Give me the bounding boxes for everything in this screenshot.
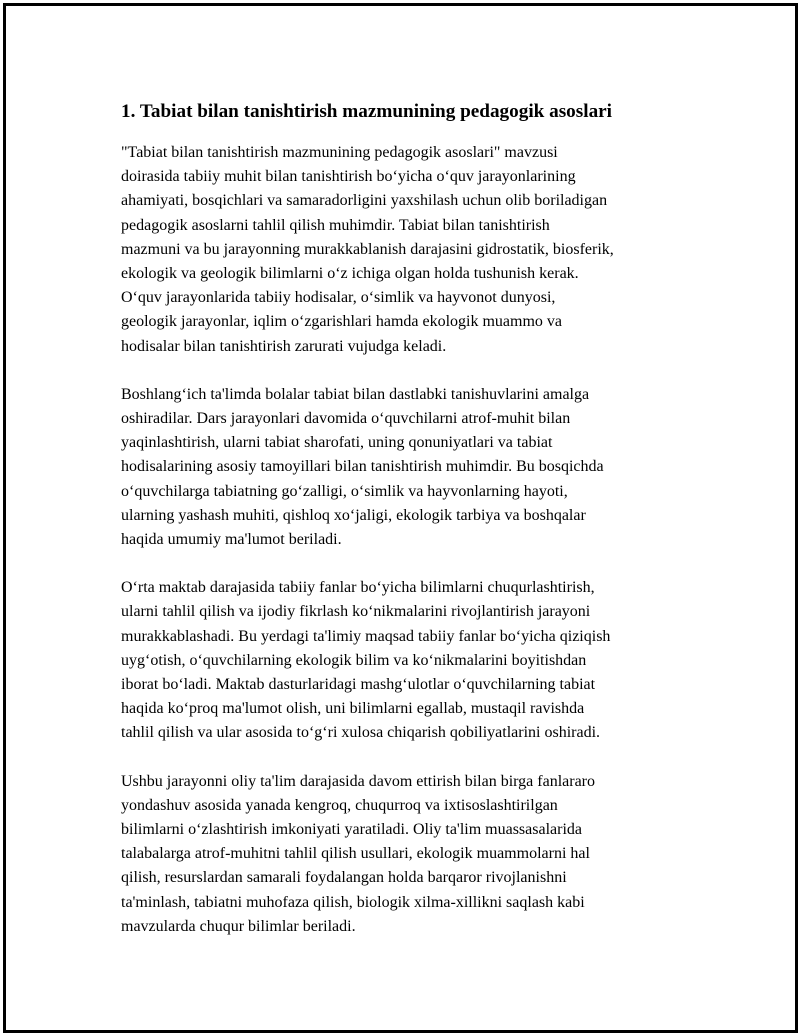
- section-heading: 1. Tabiat bilan tanishtirish mazmunining pedagogik asoslari: [121, 101, 613, 122]
- paragraph-line: yondashuv asosida yanada kengroq, chuqurroq va ixtisoslashtirilgan: [121, 796, 558, 814]
- paragraph-line: geologik jarayonlar, iqlim o‘zgarishlari hamda ekologik muammo va: [121, 313, 563, 331]
- paragraph-line: ularni tahlil qilish va ijodiy fikrlash ko‘nikmalarini rivojlantirish jarayoni: [121, 603, 591, 621]
- paragraph-line: Boshlang‘ich ta'limda bolalar tabiat bilan dastlabki tanishuvlarini amalga: [121, 385, 590, 403]
- paragraph-line: ahamiyati, bosqichlari va samaradorligini yaxshilash uchun olib boriladigan: [121, 192, 608, 210]
- document-body: [121, 99, 701, 963]
- paragraph-line: mazmuni va bu jarayonning murakkablanish darajasini gidrostatik, biosferik,: [121, 240, 614, 258]
- paragraph-2: [121, 383, 701, 552]
- paragraph-4: [121, 770, 701, 939]
- paragraph-list: [121, 141, 701, 939]
- paragraph-line: haqida umumiy ma'lumot beriladi.: [121, 531, 342, 549]
- paragraph-line: uyg‘otish, o‘quvchilarning ekologik bilim va ko‘nikmalarini boyitishdan: [121, 651, 587, 669]
- paragraph-line: ta'minlash, tabiatni muhofaza qilish, biologik xilma-xillikni saqlash kabi: [121, 893, 585, 911]
- paragraph-line: talabalarga atrof-muhitni tahlil qilish usullari, ekologik muammolarni hal: [121, 845, 590, 863]
- paragraph-line: o‘quvchilarga tabiatning go‘zalligi, o‘simlik va hayvonlarning hayoti,: [121, 482, 568, 500]
- paragraph-line: O‘rta maktab darajasida tabiiy fanlar bo‘yicha bilimlarni chuqurlashtirish,: [121, 579, 595, 597]
- paragraph-line: haqida ko‘proq ma'lumot olish, uni bilimlarni egallab, mustaqil ravishda: [121, 700, 585, 718]
- paragraph-line: mavzularda chuqur bilimlar beriladi.: [121, 917, 356, 935]
- paragraph-line: oshiradilar. Dars jarayonlari davomida o‘quvchilarni atrof-muhit bilan: [121, 410, 571, 428]
- paragraph-line: murakkablashadi. Bu yerdagi ta'limiy maqsad tabiiy fanlar bo‘yicha qiziqish: [121, 627, 611, 645]
- paragraph-line: ekologik va geologik bilimlarni o‘z ichiga olgan holda tushunish kerak.: [121, 265, 579, 283]
- paragraph-line: "Tabiat bilan tanishtirish mazmunining pedagogik asoslari" mavzusi: [121, 144, 558, 161]
- paragraph-line: hodisalarining asosiy tamoyillari bilan tanishtirish muhimdir. Bu bosqichda: [121, 458, 604, 476]
- page-frame: [3, 3, 798, 1033]
- paragraph-1: [121, 141, 701, 359]
- paragraph-line: tahlil qilish va ular asosida to‘g‘ri xulosa chiqarish qobiliyatlarini oshiradi.: [121, 724, 601, 742]
- paragraph-line: bilimlarni o‘zlashtirish imkoniyati yaratiladi. Oliy ta'lim muassasalarida: [121, 821, 582, 839]
- paragraph-line: O‘quv jarayonlarida tabiiy hodisalar, o‘simlik va hayvonot dunyosi,: [121, 289, 556, 307]
- paragraph-3: [121, 576, 701, 745]
- paragraph-line: doirasida tabiiy muhit bilan tanishtirish bo‘yicha o‘quv jarayonlarining: [121, 168, 576, 186]
- paragraph-line: qilish, resurslardan samarali foydalangan holda barqaror rivojlanishni: [121, 869, 567, 887]
- paragraph-line: yaqinlashtirish, ularni tabiat sharofati, uning qonuniyatlari va tabiat: [121, 434, 553, 452]
- paragraph-line: ularning yashash muhiti, qishloq xo‘jaligi, ekologik tarbiya va boshqalar: [121, 506, 586, 524]
- paragraph-line: iborat bo‘ladi. Maktab dasturlaridagi mashg‘ulotlar o‘quvchilarning tabiat: [121, 676, 596, 694]
- paragraph-line: pedagogik asoslarni tahlil qilish muhimdir. Tabiat bilan tanishtirish: [121, 216, 550, 234]
- paragraph-line: hodisalar bilan tanishtirish zarurati vujudga keladi.: [121, 337, 447, 355]
- paragraph-line: Ushbu jarayonni oliy ta'lim darajasida davom ettirish bilan birga fanlararo: [121, 772, 596, 790]
